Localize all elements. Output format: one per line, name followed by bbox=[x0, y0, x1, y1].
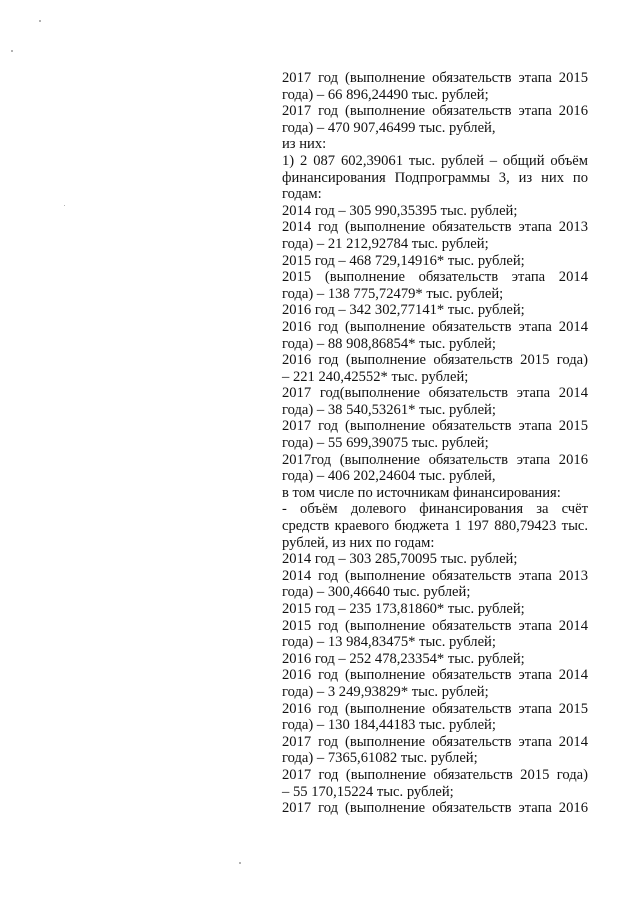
text-line: 2014 год (выполнение обязательств этапа 2013 bbox=[282, 219, 588, 236]
text-line: 2017 год (выполнение обязательств этапа 2016 bbox=[282, 103, 588, 120]
text-line: года) – 88 908,86854* тыс. рублей; bbox=[282, 335, 496, 352]
text-line: – 55 170,15224 тыс. рублей; bbox=[282, 783, 454, 800]
scan-speck bbox=[64, 205, 65, 206]
text-line: года) – 66 896,24490 тыс. рублей; bbox=[282, 86, 489, 103]
text-line: из них: bbox=[282, 136, 327, 153]
text-line: 2016 год – 342 302,77141* тыс. рублей; bbox=[282, 302, 525, 319]
text-line: года) – 13 984,83475* тыс. рублей; bbox=[282, 634, 496, 651]
text-line: - объём долевого финансирования за счёт bbox=[282, 501, 588, 518]
scan-speck bbox=[239, 862, 241, 864]
text-line: 2015 (выполнение обязательств этапа 2014 bbox=[282, 269, 588, 286]
text-line: 2014 год (выполнение обязательств этапа 2013 bbox=[282, 567, 588, 584]
scan-speck bbox=[39, 20, 41, 22]
text-line: 2017 год (выполнение обязательств этапа 2014 bbox=[282, 733, 588, 750]
text-line: года) – 3 249,93829* тыс. рублей; bbox=[282, 683, 489, 700]
text-line: 2017 год (выполнение обязательств этапа 2016 bbox=[282, 800, 588, 817]
text-line: 2015 год – 235 173,81860* тыс. рублей; bbox=[282, 601, 525, 617]
text-line: средств краевого бюджета 1 197 880,79423 тыс. bbox=[282, 518, 588, 535]
text-line: 2014 год – 305 990,35395 тыс. рублей; bbox=[282, 202, 518, 219]
text-line: 1) 2 087 602,39061 тыс. рублей – общий объём bbox=[282, 152, 588, 169]
text-line: 2017год (выполнение обязательств этапа 2016 bbox=[282, 451, 588, 468]
text-line: – 221 240,42552* тыс. рублей; bbox=[282, 368, 469, 385]
text-line: 2014 год – 303 285,70095 тыс. рублей; bbox=[282, 551, 518, 568]
text-line: года) – 406 202,24604 тыс. рублей, bbox=[282, 468, 496, 485]
text-line: 2017 год (выполнение обязательств этапа 2015 bbox=[282, 70, 588, 86]
text-line: 2016 год (выполнение обязательств этапа 2014 bbox=[282, 667, 588, 684]
text-line: 2015 год (выполнение обязательств этапа 2014 bbox=[282, 617, 588, 634]
text-line: 2016 год (выполнение обязательств этапа 2014 bbox=[282, 318, 588, 335]
text-line: года) – 300,46640 тыс. рублей; bbox=[282, 584, 471, 601]
text-line: 2015 год – 468 729,14916* тыс. рублей; bbox=[282, 252, 525, 269]
text-line: года) – 470 907,46499 тыс. рублей, bbox=[282, 119, 496, 136]
text-line: 2016 год (выполнение обязательств этапа 2015 bbox=[282, 700, 588, 717]
text-line: 2016 год – 252 478,23354* тыс. рублей; bbox=[282, 650, 525, 667]
body-text bbox=[282, 70, 588, 817]
text-line: 2016 год (выполнение обязательств 2015 года) bbox=[282, 352, 588, 369]
text-line: года) – 138 775,72479* тыс. рублей; bbox=[282, 285, 504, 302]
text-line: рублей, из них по годам: bbox=[282, 534, 435, 551]
text-line: года) – 38 540,53261* тыс. рублей; bbox=[282, 401, 496, 418]
text-line: 2017 год(выполнение обязательств этапа 2014 bbox=[282, 385, 588, 402]
scan-speck bbox=[11, 50, 13, 52]
text-line: 2017 год (выполнение обязательств 2015 года) bbox=[282, 766, 588, 783]
text-line: года) – 7365,61082 тыс. рублей; bbox=[282, 750, 478, 767]
text-line: года) – 55 699,39075 тыс. рублей; bbox=[282, 435, 489, 452]
text-line: года) – 21 212,92784 тыс. рублей; bbox=[282, 235, 489, 252]
text-line: в том числе по источникам финансирования: bbox=[282, 484, 561, 501]
text-line: финансирования Подпрограммы 3, из них по bbox=[282, 169, 588, 186]
text-line: 2017 год (выполнение обязательств этапа 2015 bbox=[282, 418, 588, 435]
text-line: годам: bbox=[282, 186, 322, 203]
text-line: года) – 130 184,44183 тыс. рублей; bbox=[282, 717, 496, 734]
